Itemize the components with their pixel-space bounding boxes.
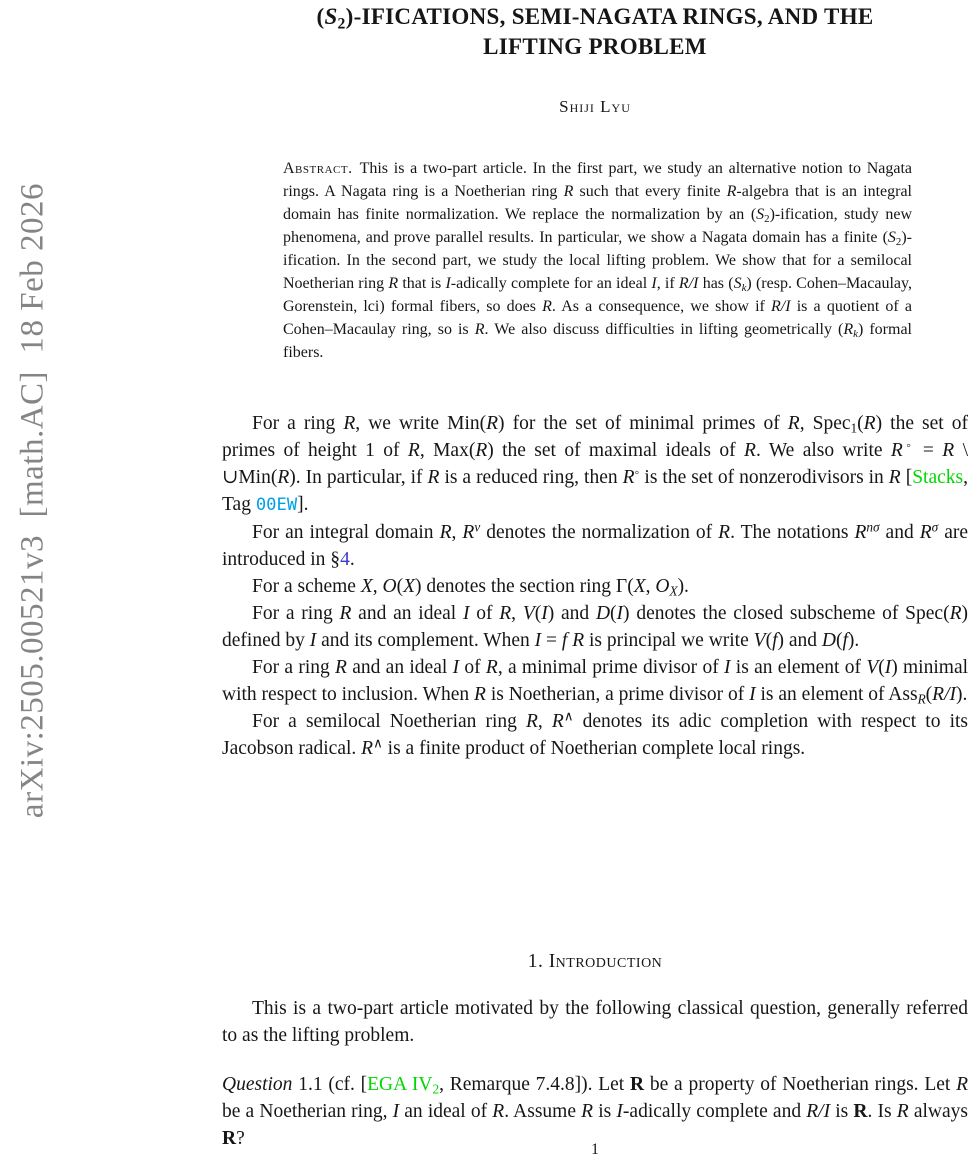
text-segment: R bbox=[277, 467, 290, 489]
text-segment: I bbox=[392, 1101, 400, 1122]
text-segment: is principal we write bbox=[584, 630, 754, 652]
abstract-text bbox=[283, 160, 912, 361]
text-segment: R bbox=[890, 440, 903, 462]
text-segment: -adically complete for an ideal bbox=[450, 275, 652, 293]
text-segment: ) formal fibers. bbox=[283, 321, 913, 362]
text-segment: , Max( bbox=[419, 440, 476, 462]
text-segment: D bbox=[595, 603, 611, 625]
text-segment: ν bbox=[474, 519, 481, 535]
text-segment: R bbox=[843, 321, 854, 339]
text-segment: R bbox=[581, 1101, 594, 1122]
text-segment: V bbox=[753, 630, 766, 652]
paragraph bbox=[222, 573, 968, 600]
text-segment: O bbox=[655, 576, 670, 598]
text-segment: R bbox=[492, 1101, 505, 1122]
text-segment: , if bbox=[656, 275, 679, 293]
text-segment: such that every finite bbox=[573, 183, 727, 201]
text-segment: I bbox=[541, 603, 548, 625]
text-segment: R bbox=[854, 522, 867, 544]
text-segment: is an element of bbox=[730, 657, 867, 679]
text-segment: I bbox=[651, 275, 657, 293]
text-segment: I bbox=[534, 630, 542, 652]
text-segment: R bbox=[919, 522, 932, 544]
paragraph bbox=[222, 708, 968, 762]
text-segment: X bbox=[633, 576, 646, 598]
text-segment: ∧ bbox=[373, 735, 383, 751]
text-segment: R bbox=[888, 467, 901, 489]
text-segment: ( bbox=[534, 603, 542, 625]
text-segment: 1 bbox=[850, 420, 858, 436]
text-segment: R bbox=[726, 183, 737, 201]
text-segment: ). bbox=[955, 684, 968, 706]
text-segment: . Is bbox=[867, 1101, 897, 1122]
text-segment: ( bbox=[396, 576, 404, 598]
text-segment: ) (resp. Cohen–Macaulay, Gorenstein, lci) formal fibers, so does bbox=[283, 275, 912, 316]
text-segment: . The notations bbox=[730, 522, 855, 544]
text-segment: )-ification, study new phenomena, and prove parallel results. In particular, we show a Nagata domain has a finite ( bbox=[283, 206, 913, 247]
text-segment: R bbox=[956, 1074, 968, 1095]
text-segment: 2 bbox=[337, 15, 346, 33]
text-segment: I bbox=[462, 603, 470, 625]
text-segment: an ideal of bbox=[399, 1101, 493, 1122]
text-segment: and an ideal bbox=[346, 657, 453, 679]
text-segment: R bbox=[361, 738, 374, 760]
text-segment: ). bbox=[847, 630, 860, 652]
text-segment: R bbox=[499, 603, 512, 625]
text-segment: is a quotient of a Cohen–Macaulay ring, so is bbox=[283, 298, 913, 339]
text-segment: R bbox=[427, 467, 440, 489]
text-segment: R bbox=[917, 691, 926, 707]
text-segment: R bbox=[563, 183, 574, 201]
text-segment: f R bbox=[561, 630, 585, 652]
text-segment: 1.1 (cf. [ bbox=[292, 1074, 368, 1095]
text-segment: R bbox=[896, 1101, 909, 1122]
text-segment: This is a two-part article. In the first part, we study an alternative notion to Nagata rings. A Nagata ring is a Noetherian ring bbox=[283, 160, 912, 201]
text-segment: , bbox=[511, 603, 523, 625]
text-segment: ( bbox=[765, 630, 773, 652]
text-segment: 2 bbox=[895, 236, 902, 249]
text-segment: , Spec bbox=[799, 413, 851, 435]
text-segment: nσ bbox=[866, 519, 880, 535]
text-segment: is bbox=[830, 1101, 854, 1122]
text-segment: , a minimal prime divisor of bbox=[497, 657, 724, 679]
text-segment: of bbox=[459, 657, 486, 679]
text-segment: 2 bbox=[764, 213, 770, 226]
text-segment: = bbox=[914, 440, 943, 462]
text-segment: are introduced in § bbox=[222, 522, 968, 571]
text-segment: X bbox=[403, 576, 416, 598]
text-segment: k bbox=[853, 328, 858, 341]
text-segment: For a semilocal Noetherian ring bbox=[252, 711, 526, 733]
intro-paragraph: This is a two-part article motivated by the following classical question, generally referred to as the lifting problem. bbox=[222, 998, 968, 1046]
text-segment: k bbox=[741, 282, 747, 295]
text-segment: has ( bbox=[698, 275, 734, 293]
text-segment: is Noetherian, a prime divisor of bbox=[485, 684, 750, 706]
text-segment: denotes the normalization of bbox=[480, 522, 719, 544]
text-segment: R bbox=[853, 1101, 868, 1122]
text-segment: ( bbox=[925, 684, 933, 706]
text-segment: R bbox=[787, 413, 800, 435]
text-segment: ) minimal with respect to inclusion. When bbox=[222, 657, 969, 706]
text-segment: be a Noetherian ring, bbox=[222, 1101, 393, 1122]
text-segment: ). In particular, if bbox=[289, 467, 428, 489]
text-segment: For a ring bbox=[252, 413, 344, 435]
arxiv-watermark: arXiv:2505.00521v3 [math.AC] 18 Feb 2026 bbox=[14, 182, 51, 819]
text-segment: is the set of nonzerodivisors in bbox=[639, 467, 889, 489]
text-segment: is bbox=[593, 1101, 617, 1122]
text-segment: ( bbox=[610, 603, 617, 625]
paper-title bbox=[265, 2, 925, 61]
text-segment: S bbox=[887, 229, 896, 247]
citation-link-ega-iv2[interactable]: 2 bbox=[432, 1081, 440, 1097]
text-segment: is a reduced ring, then bbox=[439, 467, 623, 489]
text-segment: R/I bbox=[932, 684, 956, 706]
text-segment: For a ring bbox=[252, 657, 336, 679]
text-segment: V bbox=[866, 657, 879, 679]
text-segment: I bbox=[616, 1101, 623, 1122]
text-segment: ( bbox=[857, 413, 864, 435]
text-segment: R bbox=[744, 440, 756, 462]
text-segment: and bbox=[879, 522, 920, 544]
text-segment: S bbox=[733, 275, 742, 293]
text-segment: is a finite product of Noetherian complete local rings. bbox=[382, 738, 806, 760]
text-segment: )-IFICATIONS, SEMI-NAGATA RINGS, AND THE LIFTING PROBLEM bbox=[345, 4, 874, 60]
text-segment: )-ification. In the second part, we study the local lifting problem. We show that for a semilocal Noetherian ring bbox=[283, 229, 912, 293]
text-segment: ◦ bbox=[902, 437, 915, 453]
text-segment: ( bbox=[878, 657, 885, 679]
text-segment: ) and bbox=[547, 603, 596, 625]
text-segment: f bbox=[842, 630, 848, 652]
text-segment: I bbox=[445, 275, 451, 293]
author-name: Shiji Lyu bbox=[559, 97, 631, 117]
section-heading bbox=[222, 948, 968, 975]
text-segment: ) denotes the closed subscheme of Spec( bbox=[623, 603, 950, 625]
text-segment: R bbox=[462, 522, 475, 544]
text-segment: and an ideal bbox=[351, 603, 463, 625]
text-segment: -adically complete and bbox=[622, 1101, 807, 1122]
text-segment: . As a consequence, we show if bbox=[551, 298, 772, 316]
text-segment: , Remarque 7.4.8]). Let bbox=[439, 1074, 630, 1095]
text-segment: D bbox=[821, 630, 836, 652]
text-segment: R bbox=[343, 413, 356, 435]
text-segment: . We also write bbox=[755, 440, 891, 462]
text-segment: S bbox=[756, 206, 765, 224]
text-segment: R bbox=[942, 440, 955, 462]
text-segment: 1. bbox=[527, 951, 549, 972]
text-segment: ) denotes the section ring Γ( bbox=[415, 576, 634, 598]
text-segment: ) defined by bbox=[222, 603, 969, 652]
paragraph bbox=[222, 519, 968, 573]
text-segment: R bbox=[439, 522, 452, 544]
text-segment: , bbox=[645, 576, 656, 598]
text-segment: R/I bbox=[806, 1101, 831, 1122]
text-segment: ) for the set of minimal primes of bbox=[498, 413, 788, 435]
text-segment: R bbox=[542, 298, 552, 316]
tag-link-00ew[interactable]: 00EW bbox=[255, 495, 298, 516]
abstract-label: Abstract. bbox=[283, 160, 353, 178]
text-segment: be a property of Noetherian rings. Let bbox=[644, 1074, 957, 1095]
text-segment: f bbox=[772, 630, 778, 652]
text-segment: is an element of Ass bbox=[755, 684, 918, 706]
paragraph bbox=[222, 654, 968, 708]
page-number: 1 bbox=[591, 1141, 599, 1158]
text-segment: , bbox=[451, 522, 463, 544]
text-segment: ? bbox=[236, 1128, 245, 1149]
text-segment: V bbox=[522, 603, 535, 625]
citation-link-ega-iv2[interactable]: EGA IV bbox=[367, 1074, 433, 1095]
text-segment: σ bbox=[931, 519, 939, 535]
text-segment: R bbox=[335, 657, 347, 679]
text-segment: , Tag bbox=[222, 467, 968, 516]
text-segment: I bbox=[749, 684, 756, 706]
paragraph bbox=[222, 410, 968, 519]
text-segment: R bbox=[630, 1074, 645, 1095]
text-segment: X bbox=[360, 576, 373, 598]
text-segment: R/I bbox=[771, 298, 791, 316]
text-segment: Introduction bbox=[548, 951, 663, 972]
text-segment: R bbox=[339, 603, 352, 625]
text-segment: I bbox=[723, 657, 731, 679]
text-segment: R bbox=[388, 275, 399, 293]
text-column bbox=[222, 0, 968, 762]
text-segment: ( bbox=[835, 630, 843, 652]
text-segment: R bbox=[474, 321, 485, 339]
text-segment: . Assume bbox=[504, 1101, 582, 1122]
text-segment: always bbox=[908, 1101, 968, 1122]
text-segment: S bbox=[324, 4, 338, 29]
text-segment: R bbox=[485, 657, 498, 679]
question-paragraph bbox=[222, 1071, 968, 1152]
text-segment: R bbox=[475, 440, 488, 462]
text-segment: R bbox=[474, 684, 486, 706]
text-segment: ) the set of primes of height 1 of bbox=[222, 413, 968, 462]
text-segment: and its complement. When bbox=[316, 630, 535, 652]
text-segment: R bbox=[718, 522, 731, 544]
text-segment: [ bbox=[900, 467, 913, 489]
body-text bbox=[222, 410, 968, 762]
text-segment: R bbox=[222, 1128, 237, 1149]
text-segment: R bbox=[407, 440, 420, 462]
text-segment: ) and bbox=[777, 630, 822, 652]
text-segment: ( bbox=[316, 4, 325, 29]
text-segment: ). bbox=[677, 576, 689, 598]
text-segment: I bbox=[884, 657, 892, 679]
abstract-block bbox=[283, 157, 912, 364]
text-segment: ∧ bbox=[563, 708, 574, 724]
text-segment: X bbox=[669, 583, 678, 599]
text-segment: I bbox=[452, 657, 460, 679]
text-segment: of bbox=[469, 603, 500, 625]
paragraph bbox=[222, 600, 968, 654]
text-segment: For a ring bbox=[252, 603, 340, 625]
text-segment: ]. bbox=[297, 494, 309, 516]
text-segment: R/I bbox=[678, 275, 699, 293]
text-segment: R bbox=[863, 413, 876, 435]
text-segment: , bbox=[537, 711, 552, 733]
text-segment: I bbox=[616, 603, 624, 625]
text-segment: denotes its adic completion with respect to its Jacobson radical. bbox=[222, 711, 968, 760]
text-segment: that is bbox=[398, 275, 446, 293]
text-segment: \ ∪Min( bbox=[222, 440, 968, 489]
text-segment: R bbox=[486, 413, 499, 435]
text-segment: , we write Min( bbox=[355, 413, 487, 435]
text-segment: . bbox=[349, 549, 355, 571]
text-segment: O bbox=[382, 576, 397, 598]
citation-link-stacks[interactable]: Stacks bbox=[912, 467, 964, 489]
text-segment: R bbox=[949, 603, 962, 625]
text-segment: R bbox=[551, 711, 564, 733]
text-segment: R bbox=[622, 467, 635, 489]
text-segment: I bbox=[309, 630, 317, 652]
text-segment: ◦ bbox=[634, 464, 640, 480]
text-segment: Question bbox=[222, 1074, 293, 1095]
section-link-4[interactable]: 4 bbox=[340, 549, 350, 571]
text-segment: For an integral domain bbox=[252, 522, 440, 544]
text-segment: ) the set of maximal ideals of bbox=[487, 440, 745, 462]
text-segment: = bbox=[541, 630, 562, 652]
text-segment: For a scheme bbox=[252, 576, 361, 598]
text-segment: , bbox=[372, 576, 383, 598]
text-segment: . We also discuss difficulties in lifting geometrically ( bbox=[484, 321, 844, 339]
text-segment: -algebra that is an integral domain has finite normalization. We replace the normalization by an ( bbox=[283, 183, 912, 224]
introduction-section bbox=[222, 948, 968, 1152]
text-segment: R bbox=[526, 711, 538, 733]
